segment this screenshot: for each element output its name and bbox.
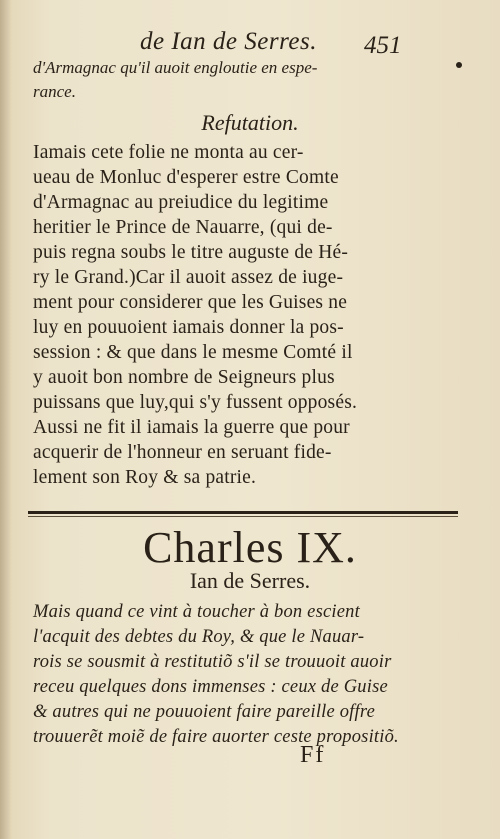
quotation-line: rois se sousmit à restitutiõ s'il se trouuoit auoir — [33, 652, 392, 672]
paragraph-line: ry le Grand.)Car il auoit assez de iuge- — [33, 267, 344, 288]
section-rule — [28, 511, 458, 514]
paragraph-line: puis regna soubs le titre auguste de Hé- — [33, 242, 349, 263]
ink-speck — [456, 62, 462, 68]
quotation-line: Mais quand ce vint à toucher à bon escient — [33, 602, 360, 622]
paragraph-line: d'Armagnac au preiudice du legitime — [33, 192, 329, 213]
quotation-line: receu quelques dons immenses : ceux de Guise — [33, 677, 388, 697]
running-head: de Ian de Serres. — [140, 28, 317, 55]
signature-mark: Ff — [300, 742, 326, 768]
paragraph-line: ueau de Monluc d'esperer estre Comte — [33, 167, 339, 188]
continuation-line-2: rance. — [33, 82, 76, 101]
paragraph-line: session : & que dans le mesme Comté il — [33, 342, 353, 363]
quotation-line: l'acquit des debtes du Roy, & que le Nauar- — [33, 627, 365, 647]
chapter-title: Charles IX. — [143, 523, 357, 572]
paragraph-line: puissans que luy,qui s'y fussent opposés. — [33, 392, 358, 413]
paragraph-line: heritier le Prince de Nauarre, (qui de- — [33, 217, 333, 238]
paragraph-line: luy en pouuoient iamais donner la pos- — [33, 317, 344, 338]
section-rule-thin — [28, 516, 458, 517]
section-heading-refutation: Refutation. — [201, 110, 299, 135]
paragraph-line: ment pour considerer que les Guises ne — [33, 292, 348, 313]
author-subheading: Ian de Serres. — [189, 568, 311, 593]
quotation-line: trouuerẽt moiẽ de faire auorter ceste propositiõ. — [33, 727, 399, 747]
quotation-line: & autres qui ne pouuoient faire pareille offre — [33, 702, 375, 722]
paragraph-line: Aussi ne fit il iamais la guerre que pour — [33, 417, 350, 438]
paragraph-line: y auoit bon nombre de Seigneurs plus — [33, 367, 335, 388]
page-number: 451 — [364, 32, 402, 59]
paragraph-line: acquerir de l'honneur en seruant fide- — [33, 442, 332, 463]
paragraph-line: Iamais cete folie ne monta au cer- — [33, 142, 304, 163]
continuation-line-1: d'Armagnac qu'il auoit engloutie en espe- — [33, 58, 318, 77]
paragraph-line: lement son Roy & sa patrie. — [33, 467, 257, 488]
